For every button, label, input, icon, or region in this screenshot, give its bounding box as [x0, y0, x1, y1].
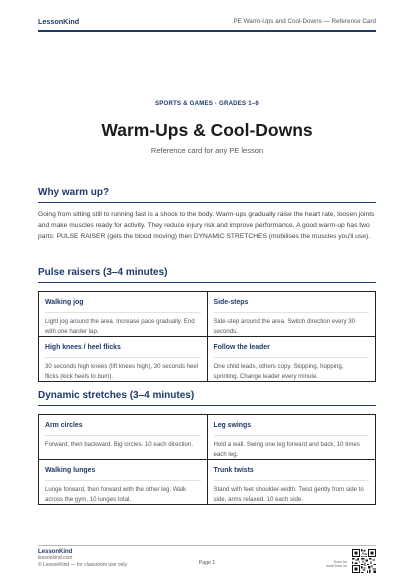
scan-caption	[311, 560, 347, 569]
dynamic-heading: Dynamic stretches (3–4 minutes)	[38, 390, 195, 401]
activity-title: Arm circles	[45, 422, 83, 429]
activity-card	[208, 337, 377, 382]
activity-card	[208, 460, 377, 505]
pulse-grid	[38, 291, 376, 382]
card-divider	[45, 480, 201, 481]
activity-text: 30 seconds high knees (lift knees high), 30 seconds heel flicks (kick heels to bum).	[45, 363, 199, 380]
section-rule	[38, 405, 376, 406]
activity-text: Side-step around the area. Switch direction every 30 seconds.	[213, 318, 356, 335]
activity-text: One child leads, others copy. Skipping, hopping, sprinting. Change leader every minute.	[213, 363, 344, 380]
activity-title: High knees / heel flicks	[45, 344, 121, 351]
scan-caption-line: Scan for	[333, 560, 347, 564]
activity-title: Walking jog	[45, 299, 84, 306]
pulse-section	[38, 266, 376, 382]
card-divider	[214, 312, 370, 313]
card-divider	[45, 312, 201, 313]
card-divider	[214, 357, 370, 358]
footer-rule	[38, 545, 376, 546]
eyebrow-label: SPORTS & GAMES · GRADES 1–6	[155, 100, 259, 107]
activity-card	[39, 337, 208, 382]
activity-title: Trunk twists	[213, 467, 254, 474]
activity-card	[39, 292, 208, 337]
page-subtitle: Reference card for any PE lesson	[150, 146, 264, 155]
why-section	[38, 186, 376, 242]
card-divider	[45, 357, 201, 358]
activity-title: Side-steps	[213, 299, 249, 306]
activity-card	[39, 415, 208, 460]
card-divider	[214, 480, 370, 481]
page-number: Page 1	[198, 560, 216, 566]
page-title: Warm-Ups & Cool-Downs	[101, 120, 313, 140]
activity-title: Leg swings	[213, 422, 252, 429]
activity-text: Light jog around the area. Increase pace gradually. End with one harder lap.	[45, 318, 195, 335]
header-doc-title: PE Warm-Ups and Cool-Downs — Reference Card	[233, 17, 376, 25]
activity-text: Forward, then backward. Big circles. 10 each direction.	[45, 441, 194, 448]
activity-text: Lunge forward, then forward with the other leg. Walk across the gym, 10 lunges total.	[45, 486, 187, 503]
footer-brand: LessonKind	[38, 549, 73, 555]
activity-text: Stand with feet shoulder-width. Twist gently from side to side, arms relaxed. 10 each side.	[213, 486, 364, 503]
card-divider	[45, 435, 201, 436]
page-header	[38, 15, 376, 27]
why-paragraph: Going from sitting still to running fast is a shock to the body. Warm-ups gradually raise the heart rate, loosen joints and make muscles ready for activity. They reduce injury risk and improve performance. A good warm-up has two parts: PULSE RAISER (gets the blood moving) then DYNAMIC STRETCHES (mobilises the muscles you'll use).	[38, 211, 375, 240]
activity-text: Hold a wall. Swing one leg forward and back, 10 times each leg.	[213, 441, 360, 458]
activity-title: Follow the leader	[213, 344, 270, 351]
scan-caption-line: more from us	[325, 564, 347, 569]
pulse-heading: Pulse raisers (3–4 minutes)	[38, 267, 168, 278]
dynamic-section	[38, 389, 376, 505]
dynamic-grid	[38, 414, 376, 505]
footer-copyright: © LessonKind — for classroom use only	[38, 562, 128, 568]
activity-title: Walking lunges	[45, 467, 96, 474]
header-brand: LessonKind	[38, 16, 80, 26]
card-divider	[214, 435, 370, 436]
section-rule	[38, 282, 376, 283]
footer-site-link[interactable]: lessonkind.com	[38, 555, 73, 561]
header-rule	[38, 30, 376, 32]
footer-info	[38, 549, 127, 569]
activity-card	[208, 292, 377, 337]
activity-card	[208, 415, 377, 460]
section-rule	[38, 202, 376, 203]
why-heading: Why warm up?	[38, 187, 110, 198]
qr-code-icon[interactable]	[352, 549, 376, 573]
activity-card	[39, 460, 208, 505]
